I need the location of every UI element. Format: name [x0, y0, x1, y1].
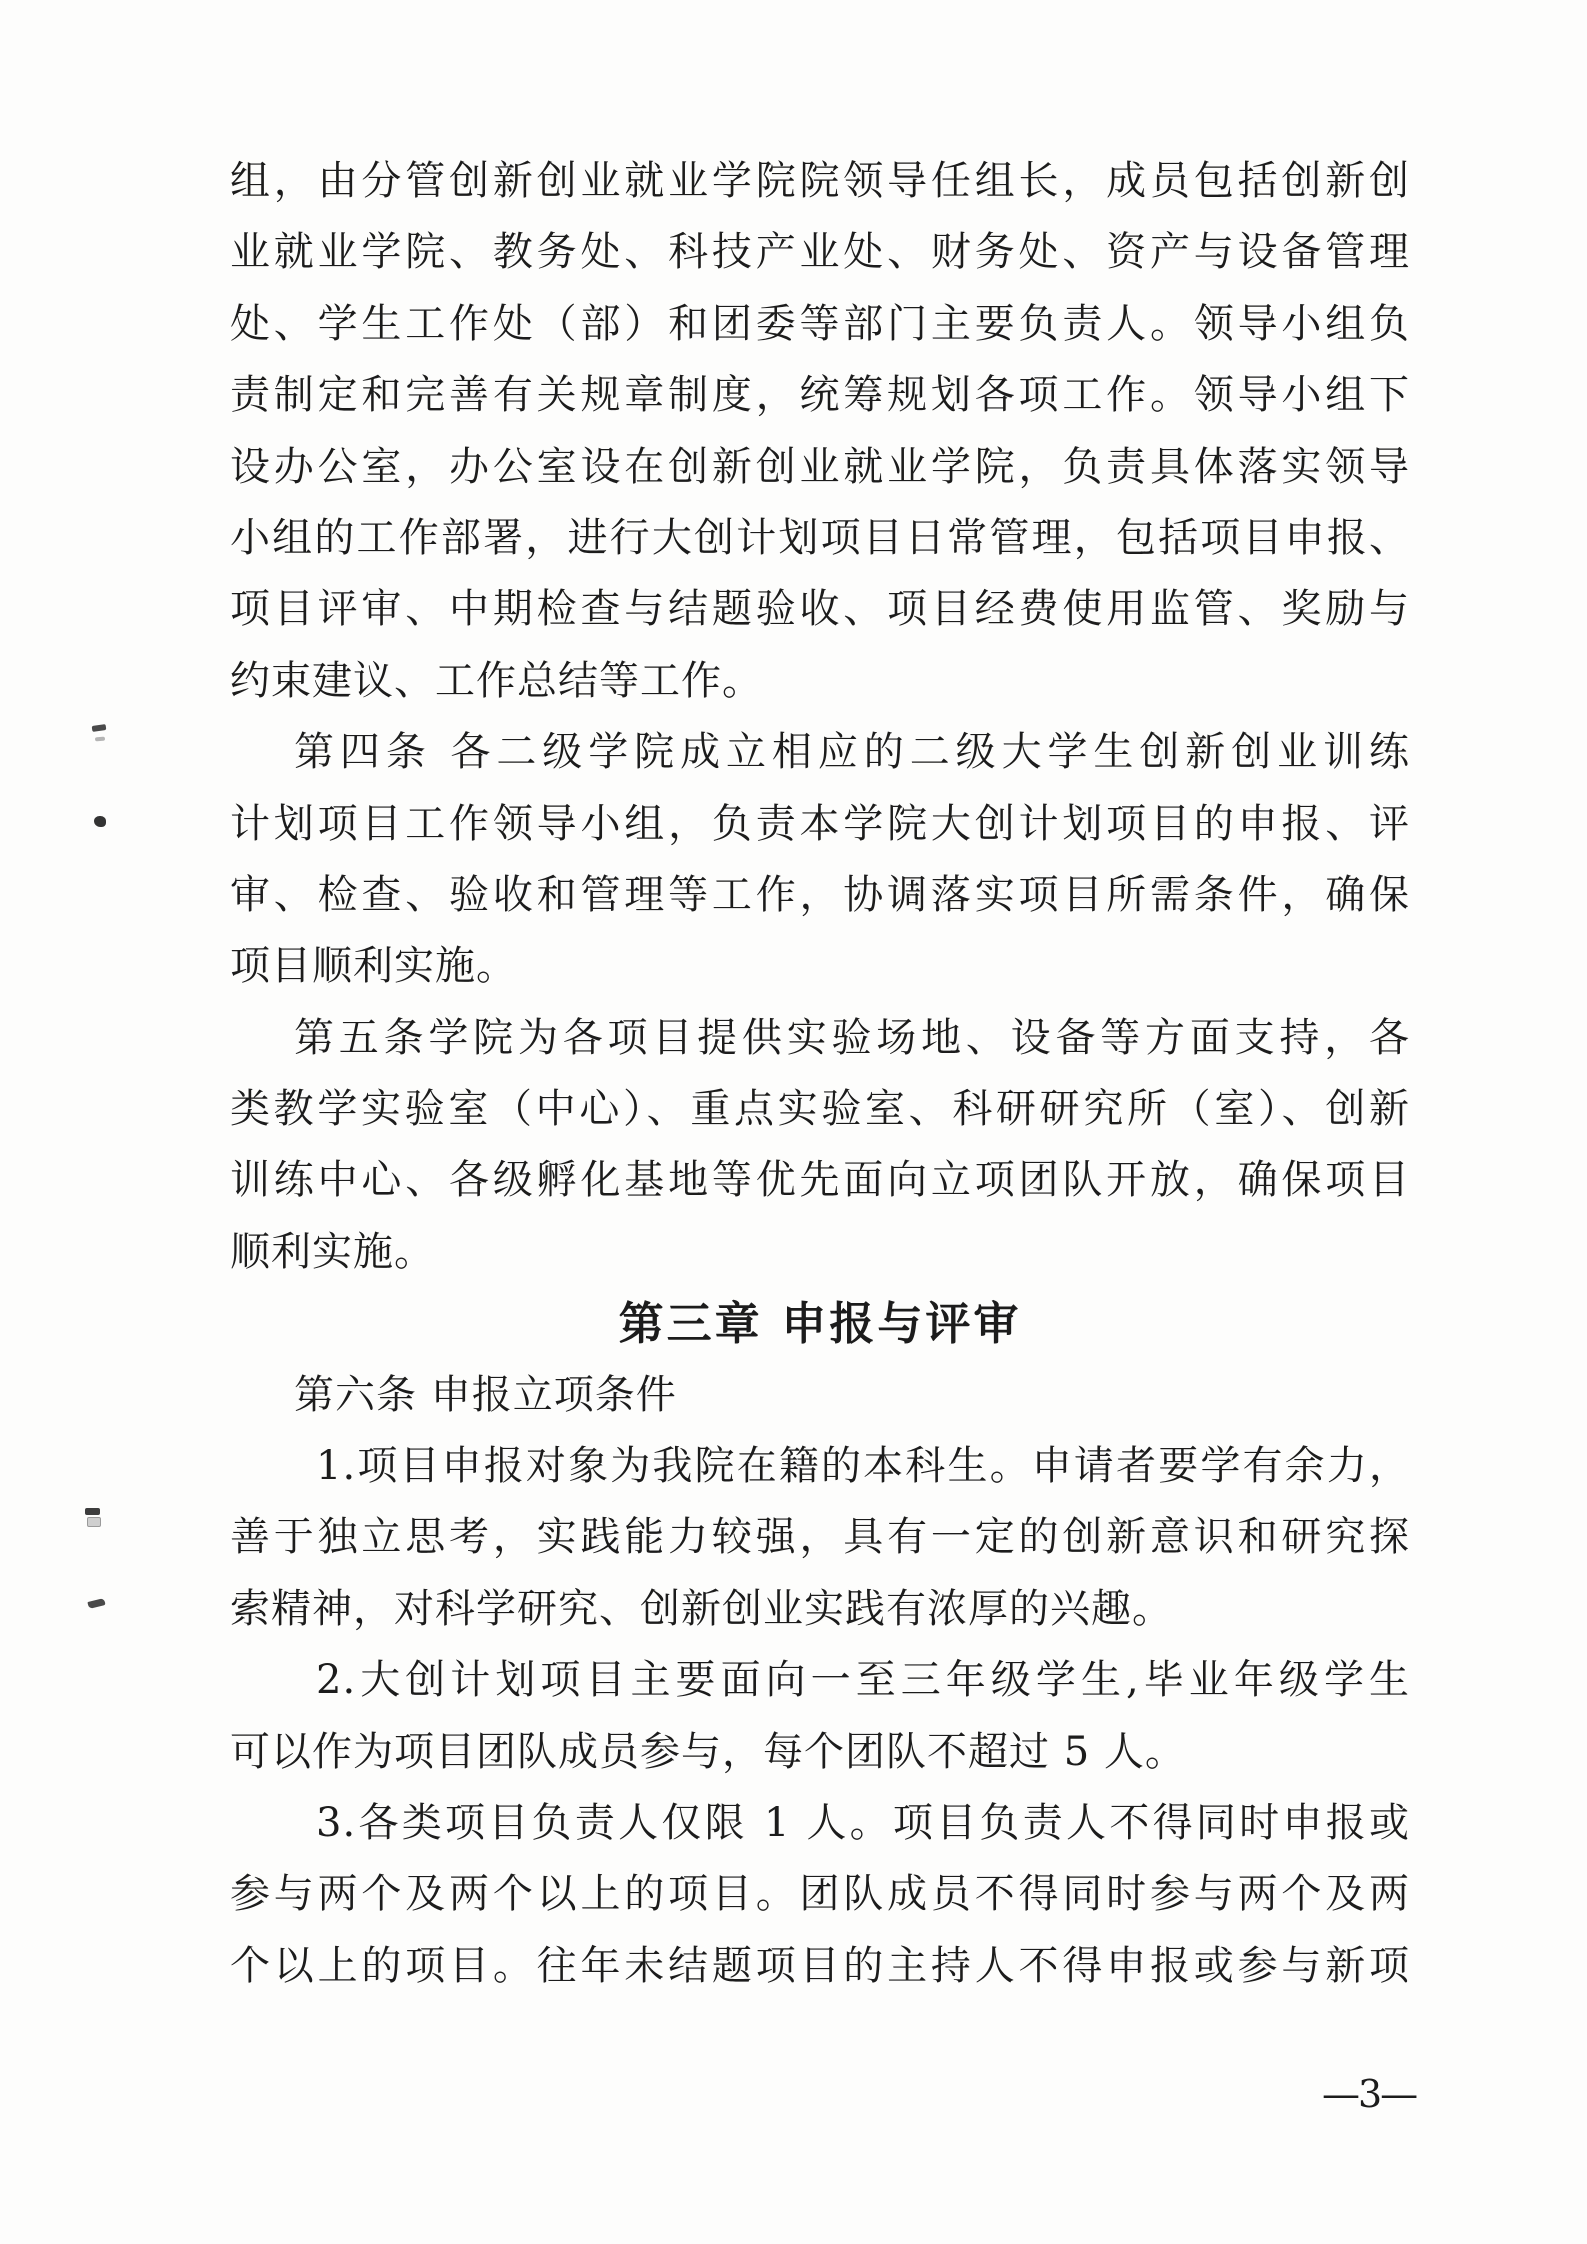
- page-number: —3—: [1322, 2072, 1417, 2116]
- article-4-line: 第四条 各二级学院成立相应的二级大学生创新创业训练: [294, 729, 1410, 776]
- text-line: 训练中心、各级孵化基地等优先面向立项团队开放，确保项目: [230, 1157, 1410, 1204]
- text-line: 审、检查、验收和管理等工作，协调落实项目所需条件，确保: [230, 871, 1410, 918]
- text-line: 处、学生工作处（部）和团委等部门主要负责人。领导小组负: [230, 300, 1410, 347]
- text-line: 参与两个及两个以上的项目。团队成员不得同时参与两个及两: [230, 1871, 1410, 1918]
- scan-speck: [87, 1598, 105, 1609]
- scan-speck: [92, 724, 107, 732]
- text-line: 组，由分管创新创业就业学院院领导任组长，成员包括创新创: [230, 158, 1410, 204]
- text-line: 业就业学院、教务处、科技产业处、财务处、资产与设备管理: [230, 229, 1410, 276]
- document-text-block: [230, 146, 1410, 2002]
- article-5-line: 第五条学院为各项目提供实验场地、设备等方面支持，各: [294, 1014, 1410, 1061]
- text-line: 索精神，对科学研究、创新创业实践有浓厚的兴趣。: [230, 1585, 1173, 1632]
- text-line: 小组的工作部署，进行大创计划项目日常管理，包括项目申报、: [230, 514, 1410, 561]
- text-line: 类教学实验室（中心）、重点实验室、科研研究所（室）、创新: [230, 1086, 1410, 1133]
- scan-speck: [85, 1508, 100, 1515]
- numbered-item-line: 1.项目申报对象为我院在籍的本科生。申请者要学有余力，: [316, 1443, 1410, 1490]
- text-line: 顺利实施。: [230, 1228, 435, 1275]
- numbered-item-line: 2.大创计划项目主要面向一至三年级学生,毕业年级学生: [316, 1657, 1410, 1704]
- scan-speck: [87, 1517, 101, 1527]
- article-6-line: 第六条 申报立项条件: [294, 1371, 677, 1418]
- text-line: 善于独立思考，实践能力较强，具有一定的创新意识和研究探: [230, 1514, 1410, 1561]
- text-line: 约束建议、工作总结等工作。: [230, 657, 763, 704]
- scan-speck: [95, 737, 105, 742]
- text-line: 个以上的项目。往年未结题项目的主持人不得申报或参与新项: [230, 1942, 1410, 1989]
- text-line: 设办公室，办公室设在创新创业就业学院，负责具体落实领导: [230, 443, 1410, 490]
- text-line: 可以作为项目团队成员参与，每个团队不超过 5 人。: [230, 1728, 1186, 1775]
- text-line: 项目评审、中期检查与结题验收、项目经费使用监管、奖励与: [230, 586, 1410, 633]
- text-line: 计划项目工作领导小组，负责本学院大创计划项目的申报、评: [230, 800, 1410, 847]
- scan-speck: [94, 816, 106, 827]
- numbered-item-line: 3.各类项目负责人仅限 1 人。项目负责人不得同时申报或: [316, 1799, 1410, 1846]
- text-line: 责制定和完善有关规章制度，统筹规划各项工作。领导小组下: [230, 372, 1410, 419]
- text-line: 项目顺利实施。: [230, 943, 517, 990]
- chapter-heading: 第三章 申报与评审: [618, 1297, 1022, 1351]
